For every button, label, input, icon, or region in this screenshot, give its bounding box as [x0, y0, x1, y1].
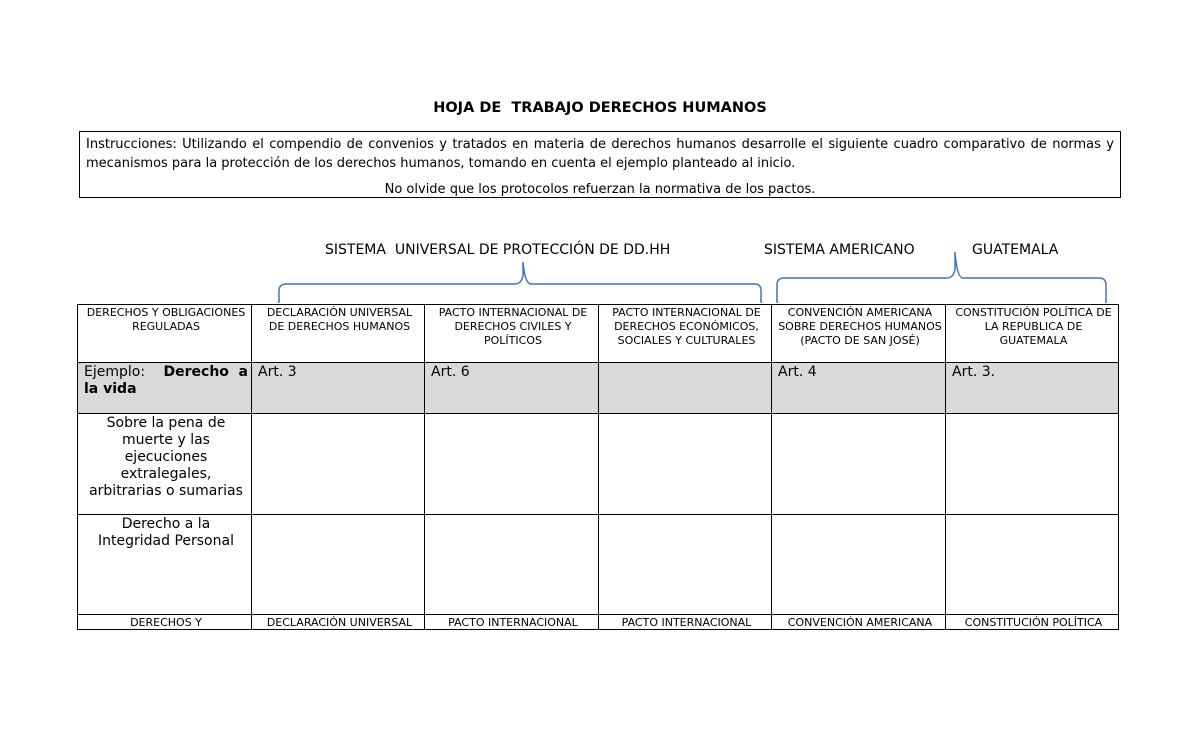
example-prefix: Ejemplo: [84, 364, 146, 380]
americano-guatemala-brace [777, 252, 1106, 303]
table-row [78, 414, 1119, 515]
row-label-cell: Derecho a la Integridad Personal [78, 515, 252, 615]
table-row [78, 515, 1119, 615]
header-cell: PACTO INTERNACIONAL [425, 615, 599, 630]
header-cell: CONSTITUCIÓN POLÍTICA DE LA REPUBLICA DE GUATEMALA [946, 305, 1119, 363]
table-cell[interactable] [946, 414, 1119, 515]
table-cell[interactable]: Art. 6 [425, 363, 599, 414]
header-cell: CONSTITUCIÓN POLÍTICA [946, 615, 1119, 630]
header-cell: CONVENCIÓN AMERICANA SOBRE DERECHOS HUMANOS (PACTO DE SAN JOSÉ) [772, 305, 946, 363]
header-cell: DECLARACIÓN UNIVERSAL DE DERECHOS HUMANOS [252, 305, 425, 363]
table-cell[interactable] [599, 414, 772, 515]
row-label-cell: Sobre la pena de muerte y las ejecuciones extralegales, arbitrarias o sumarias [78, 414, 252, 515]
table-cell[interactable] [599, 515, 772, 615]
header-cell: PACTO INTERNACIONAL [599, 615, 772, 630]
table-cell[interactable] [772, 414, 946, 515]
page-title: HOJA DE TRABAJO DERECHOS HUMANOS [433, 100, 767, 116]
table-cell[interactable]: Art. 3 [252, 363, 425, 414]
system-americano-label: SISTEMA AMERICANO [764, 242, 915, 258]
universal-brace [279, 262, 761, 303]
repeated-header-row [78, 615, 1119, 630]
header-cell: DECLARACIÓN UNIVERSAL [252, 615, 425, 630]
table-cell[interactable] [946, 515, 1119, 615]
table-cell[interactable] [425, 414, 599, 515]
header-cell: PACTO INTERNACIONAL DE DERECHOS CIVILES Y POLÍTICOS [425, 305, 599, 363]
table-cell[interactable]: Art. 3. [946, 363, 1119, 414]
system-universal-label: SISTEMA UNIVERSAL DE PROTECCIÓN DE DD.HH [325, 242, 671, 258]
system-guatemala-label: GUATEMALA [972, 242, 1059, 258]
header-cell: DERECHOS Y [78, 615, 252, 630]
table-cell[interactable] [772, 515, 946, 615]
instructions-text: Instrucciones: Utilizando el compendio de convenios y tratados en materia de derechos humanos desarrolle el siguiente cuadro comparativo de normas y mecanismos para la protección de los derechos humanos, tomando en cuenta el ejemplo planteado al inicio. [86, 137, 1114, 171]
example-row [78, 363, 1119, 414]
comparison-table [77, 304, 1119, 630]
instructions-note: No olvide que los protocolos refuerzan la normativa de los pactos. [384, 182, 816, 197]
table-cell[interactable] [252, 414, 425, 515]
table-cell[interactable]: Art. 4 [772, 363, 946, 414]
table-cell[interactable] [252, 515, 425, 615]
example-label-cell [78, 363, 252, 414]
header-cell: DERECHOS Y OBLIGACIONES REGULADAS [78, 305, 252, 363]
example-right: Derecho a la vida [84, 364, 248, 397]
header-cell: PACTO INTERNACIONAL DE DERECHOS ECONÓMICOS, SOCIALES Y CULTURALES [599, 305, 772, 363]
table-cell[interactable] [425, 515, 599, 615]
header-cell: CONVENCIÓN AMERICANA [772, 615, 946, 630]
table-cell[interactable] [599, 363, 772, 414]
table-header-row [78, 305, 1119, 363]
